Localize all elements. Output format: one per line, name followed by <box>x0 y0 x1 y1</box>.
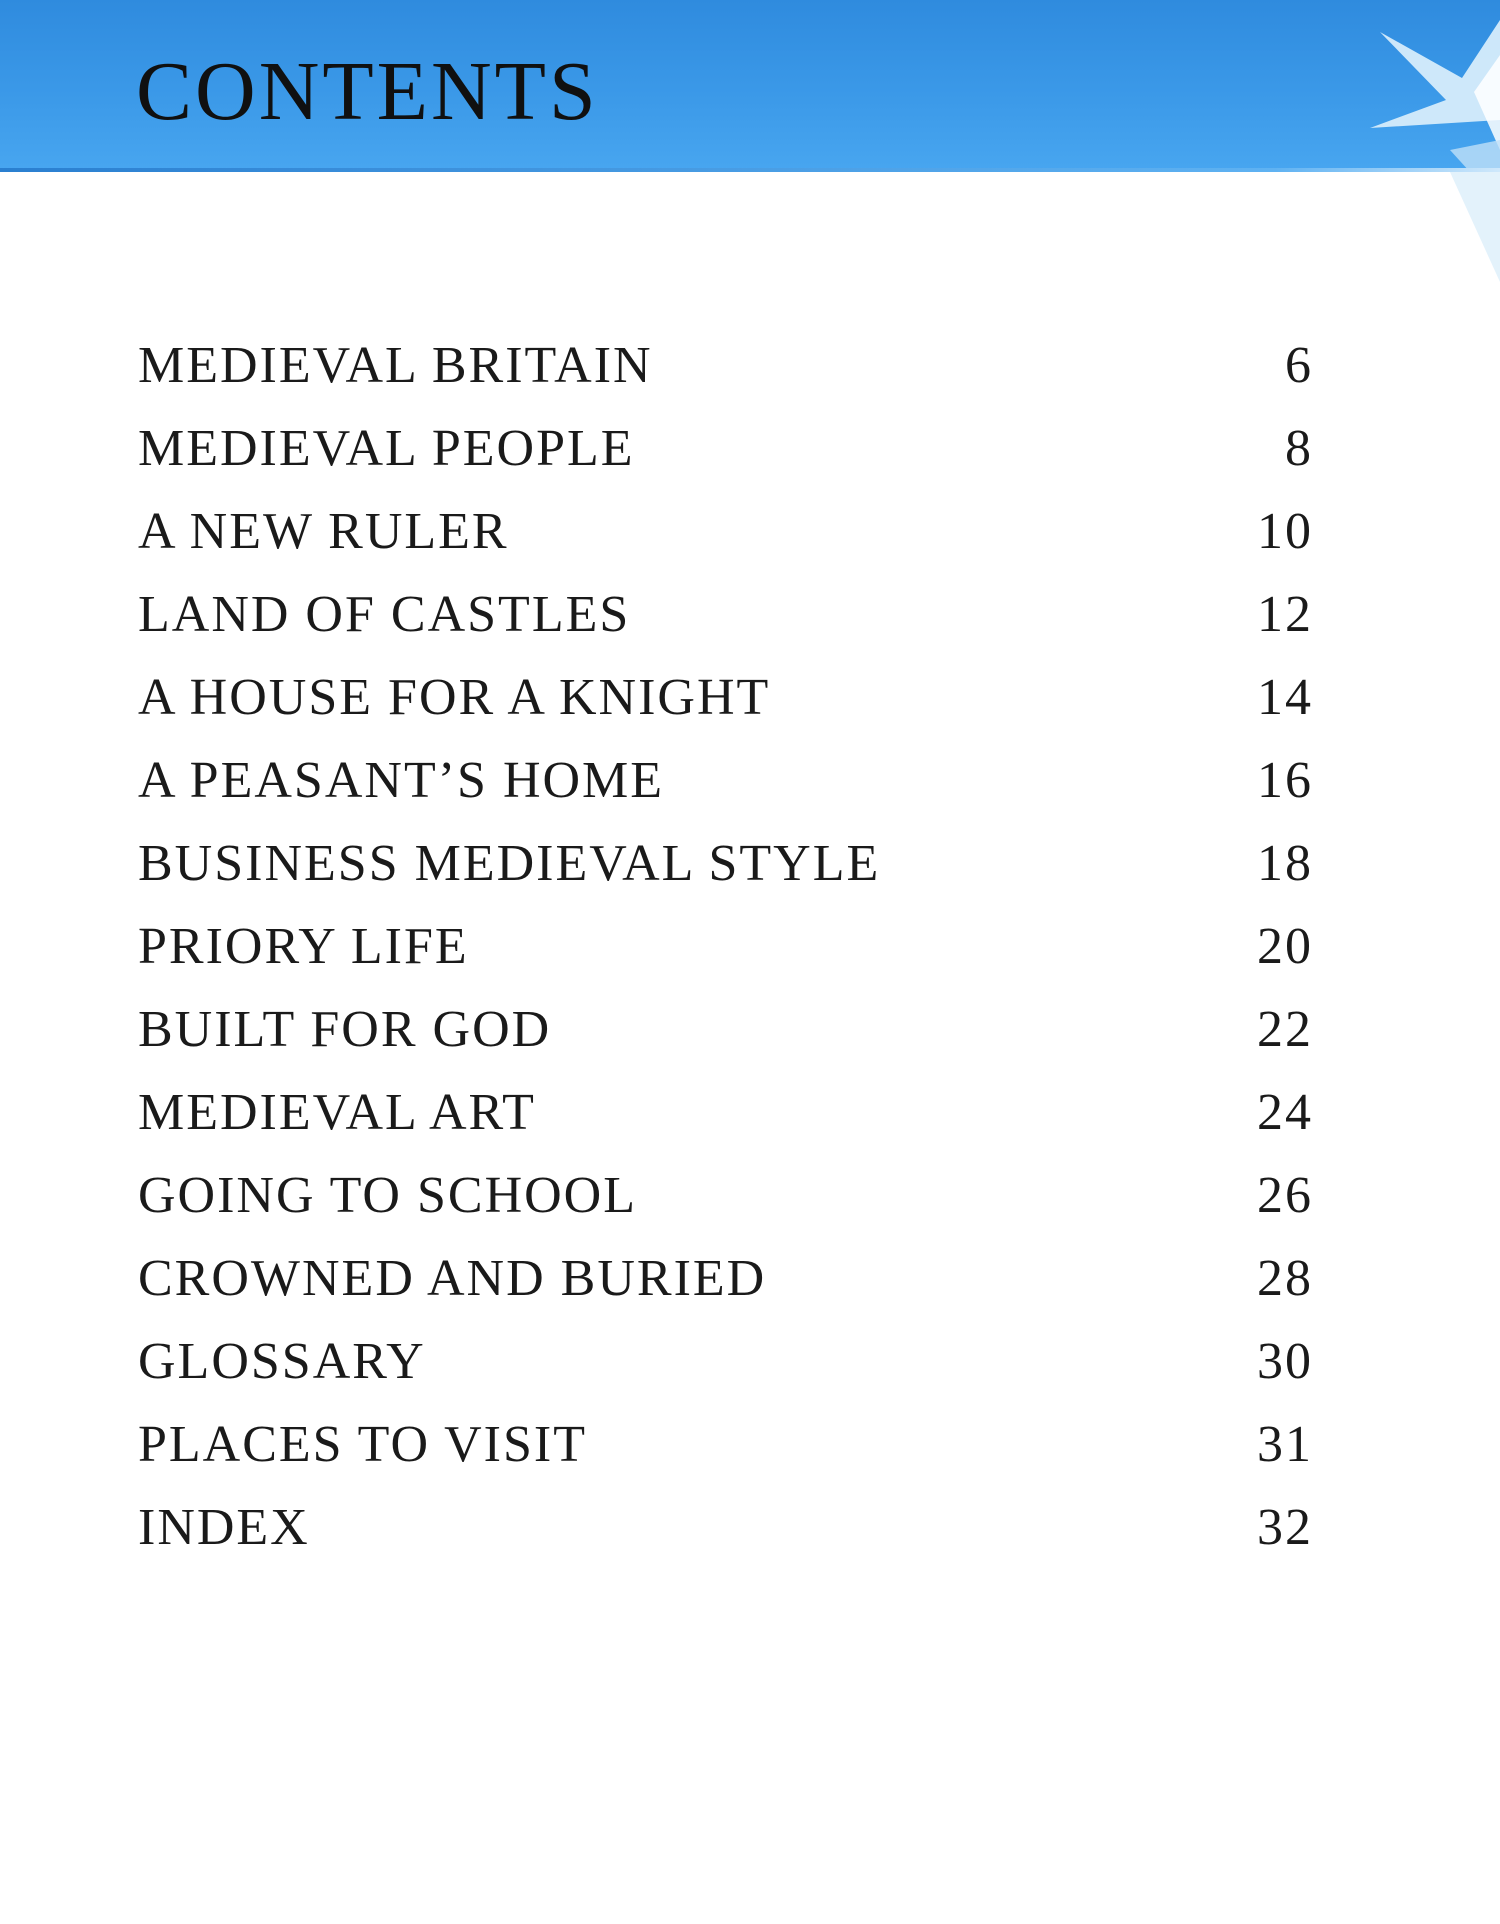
toc-entry-page-number: 14 <box>1257 669 1313 726</box>
toc-entry-title: BUILT FOR GOD <box>138 1001 552 1058</box>
toc-entry <box>138 822 1313 905</box>
toc-entry-page-number: 24 <box>1257 1084 1313 1141</box>
toc-entry <box>138 324 1313 407</box>
toc-entry <box>138 1320 1313 1403</box>
toc-entry-page-number: 31 <box>1257 1416 1313 1473</box>
toc-entry-title: A HOUSE FOR A KNIGHT <box>138 669 771 726</box>
toc-entry <box>138 1237 1313 1320</box>
toc-entry-title: PLACES TO VISIT <box>138 1416 587 1473</box>
toc-entry-title: BUSINESS MEDIEVAL STYLE <box>138 835 881 892</box>
toc-entry-page-number: 18 <box>1257 835 1313 892</box>
toc-entry <box>138 490 1313 573</box>
toc-entry-page-number: 30 <box>1257 1333 1313 1390</box>
toc-entry-page-number: 6 <box>1285 337 1313 394</box>
header-banner <box>0 0 1500 172</box>
toc-entry-page-number: 22 <box>1257 1001 1313 1058</box>
toc-entry-title: GLOSSARY <box>138 1333 426 1390</box>
toc-entry <box>138 1154 1313 1237</box>
toc-entry-title: A PEASANT’S HOME <box>138 752 665 809</box>
toc-entry-title: GOING TO SCHOOL <box>138 1167 637 1224</box>
page-title: CONTENTS <box>136 45 599 138</box>
toc-entry-page-number: 20 <box>1257 918 1313 975</box>
toc-entry-title: MEDIEVAL ART <box>138 1084 536 1141</box>
toc-entry-page-number: 26 <box>1257 1167 1313 1224</box>
toc-entry <box>138 407 1313 490</box>
toc-entry-title: LAND OF CASTLES <box>138 586 631 643</box>
toc-entry-title: CROWNED AND BURIED <box>138 1250 767 1307</box>
toc-entry-page-number: 16 <box>1257 752 1313 809</box>
toc-entry <box>138 1071 1313 1154</box>
toc-entry-title: A NEW RULER <box>138 503 509 560</box>
sparkle-star-icon <box>1350 0 1500 172</box>
toc-entry <box>138 739 1313 822</box>
toc-entry <box>138 905 1313 988</box>
sparkle-ray-icon <box>1430 172 1500 292</box>
toc-entry-title: PRIORY LIFE <box>138 918 469 975</box>
toc-entry-page-number: 28 <box>1257 1250 1313 1307</box>
toc-entry-page-number: 10 <box>1257 503 1313 560</box>
toc-entry <box>138 1486 1313 1569</box>
toc-entry-title: MEDIEVAL BRITAIN <box>138 337 653 394</box>
toc-entry-title: MEDIEVAL PEOPLE <box>138 420 635 477</box>
toc-entry-title: INDEX <box>138 1499 310 1556</box>
table-of-contents <box>138 324 1313 1569</box>
banner-edge <box>0 168 1500 172</box>
toc-entry <box>138 573 1313 656</box>
toc-entry <box>138 988 1313 1071</box>
toc-entry-page-number: 8 <box>1285 420 1313 477</box>
toc-entry-page-number: 12 <box>1257 586 1313 643</box>
toc-entry-page-number: 32 <box>1257 1499 1313 1556</box>
toc-entry <box>138 656 1313 739</box>
toc-entry <box>138 1403 1313 1486</box>
